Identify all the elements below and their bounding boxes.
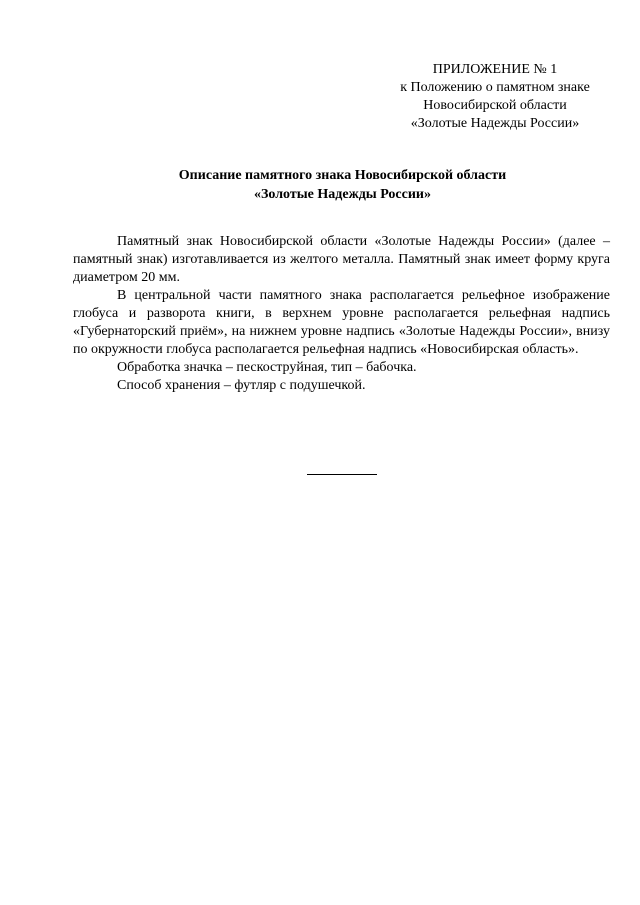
appendix-region: Новосибирской области	[423, 98, 567, 113]
appendix-badge-name: «Золотые Надежды России»	[410, 116, 580, 131]
document-title	[100, 166, 585, 204]
paragraph-badge-finish: Обработка значка – пескоструйная, тип – бабочка.	[117, 360, 417, 375]
appendix-header	[380, 61, 610, 133]
appendix-reference: к Положению о памятном знаке	[400, 80, 590, 95]
paragraph-badge-design: В центральной части памятного знака располагается рельефное изображение глобуса и разворота книги, в верхнем уровне располагается рельефная надпись «Губернаторский приём», на нижнем уровне надпись «Золотые Надежды России», внизу по окружности глобуса располагается рельефная надпись «Новосибирская область».	[73, 288, 610, 357]
paragraph-badge-material: Памятный знак Новосибирской области «Золотые Надежды России» (далее – памятный знак) изготавливается из желтого металла. Памятный знак имеет форму круга диаметром 20 мм.	[73, 234, 610, 285]
paragraph-badge-storage: Способ хранения – футляр с подушечкой.	[117, 378, 366, 393]
appendix-number: ПРИЛОЖЕНИЕ № 1	[432, 62, 558, 77]
title-line-2: «Золотые Надежды России»	[253, 187, 431, 202]
description-body	[73, 233, 610, 395]
closing-divider-line	[307, 474, 377, 475]
title-line-1: Описание памятного знака Новосибирской области	[178, 168, 507, 183]
